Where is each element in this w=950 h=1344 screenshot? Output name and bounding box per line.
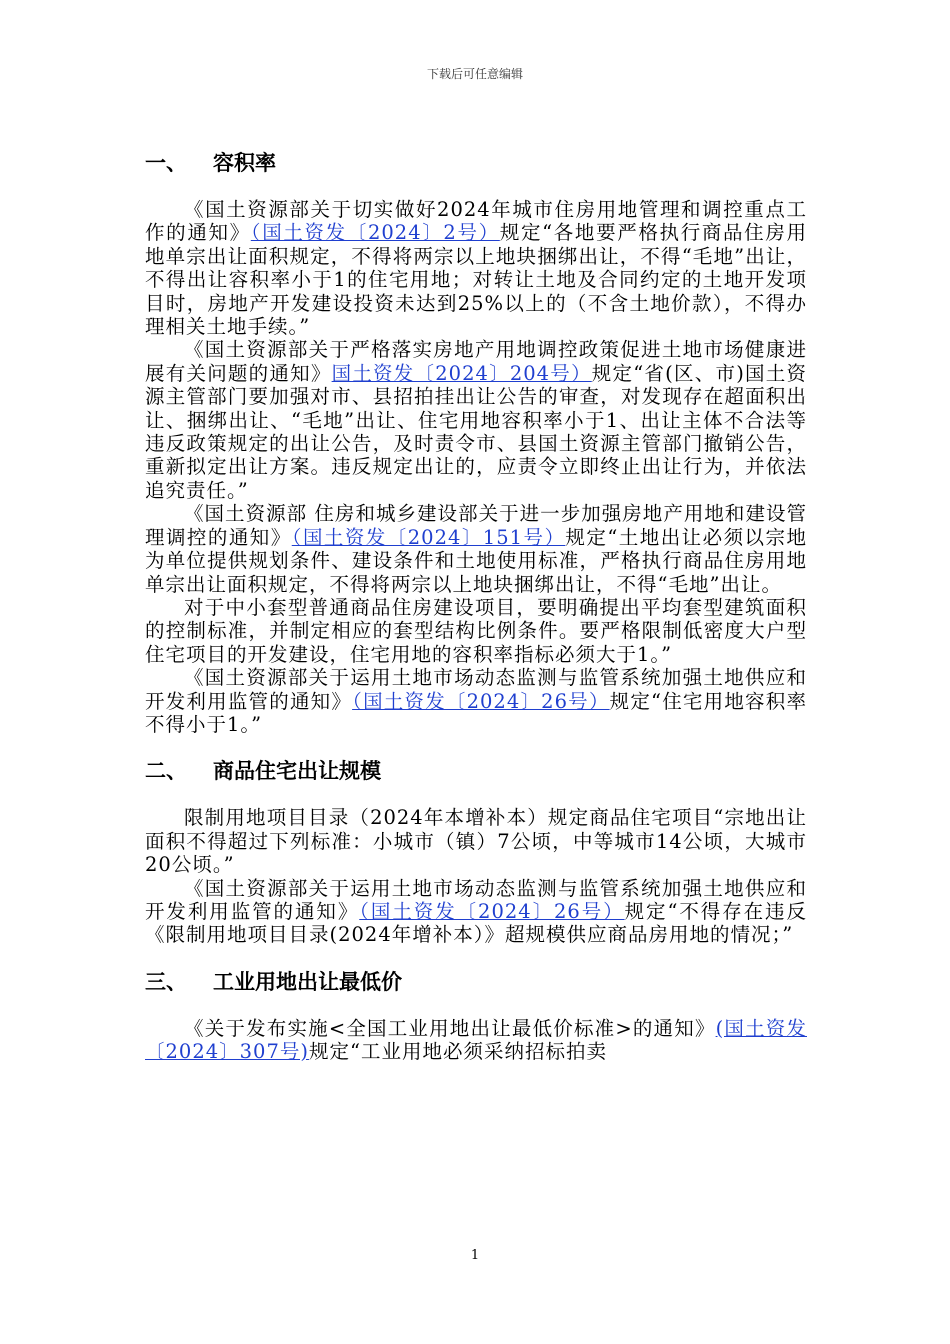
document-link[interactable]: （国土资发〔2024〕151号） [291,525,566,549]
section-1 [145,148,807,736]
document-link[interactable]: (国土资发〔2024〕307号) [145,1016,807,1064]
document-link[interactable]: 国土资发〔2024〕204号） [331,361,592,385]
document-link[interactable]: （国土资发〔2024〕26号） [352,689,610,713]
section-heading: 一、 容积率 [145,151,276,175]
section-heading: 三、 工业用地出让最低价 [145,969,402,994]
paragraph: 《国土资源部关于切实做好2024年城市住房用地管理和调控重点工作的通知》（国土资发〔2024〕2号）规定“各地要严格执行商品住房用地单宗出让面积规定，不得将两宗以上地块捆绑出让，不得“毛地”出让，不得出让容积率小于1的住宅用地；对转让土地及合同约定的土地开发项目时，房地产开发建设投资未达到25%以上的（不含土地价款），不得办理相关土地手续。” [145,198,807,339]
section-heading: 二、 商品住宅出让规模 [145,759,381,784]
page-header: 下载后可任意编辑 [426,67,523,81]
section-2 [145,756,807,946]
paragraph: 限制用地项目目录（2024年本增补本）规定商品住宅项目“宗地出让面积不得超过下列标准：小城市（镇）7公顷，中等城市14公顷，大城市20公顷。” [145,806,807,877]
paragraph: 《国土资源部关于运用土地市场动态监测与监管系统加强土地供应和开发利用监管的通知》（国土资发〔2024〕26号）规定“住宅用地容积率不得小于1。” [145,666,807,736]
paragraph: 《国土资源部关于运用土地市场动态监测与监管系统加强土地供应和开发利用监管的通知》（国土资发〔2024〕26号）规定“不得存在违反《限制用地项目目录(2024年增补本）》超规模供应商品房用地的情况；” [145,876,807,947]
paragraph: 《国土资源部 住房和城乡建设部关于进一步加强房地产用地和建设管理调控的通知》（国土资发〔2024〕151号）规定“土地出让必须以宗地为单位提供规划条件、建设条件和土地使用标准，严格执行商品住房用地单宗出让面积规定，不得将两宗以上地块捆绑出让，不得“毛地”出让。 [145,502,807,596]
paragraph: 对于中小套型普通商品住房建设项目，要明确提出平均套型建筑面积的控制标准，并制定相应的套型结构比例条件。要严格限制低密度大户型住宅项目的开发建设，住宅用地的容积率指标必须大于1。” [145,595,807,666]
document-body [145,148,807,1064]
page-number: 1 [470,1248,480,1263]
section-3 [145,967,807,1064]
paragraph: 《国土资源部关于严格落实房地产用地调控政策促进土地市场健康进展有关问题的通知》国土资发〔2024〕204号）规定“省(区、市)国土资源主管部门要加强对市、县招拍挂出让公告的审查，对发现存在超面积出让、捆绑出让、“毛地”出让、住宅用地容积率小于1、出让主体不合法等违反政策规定的出让公告，及时责令市、县国土资源主管部门撤销公告，重新拟定出让方案。违反规定出让的，应责令立即终止出让行为，并依法追究责任。” [145,338,807,502]
paragraph: 《关于发布实施<全国工业用地出让最低价标准>的通知》(国土资发〔2024〕307号)规定“工业用地必须采纳招标拍卖 [145,1016,807,1064]
document-link[interactable]: （国土资发〔2024〕2号） [250,221,500,245]
document-link[interactable]: （国土资发〔2024〕26号） [359,899,625,923]
